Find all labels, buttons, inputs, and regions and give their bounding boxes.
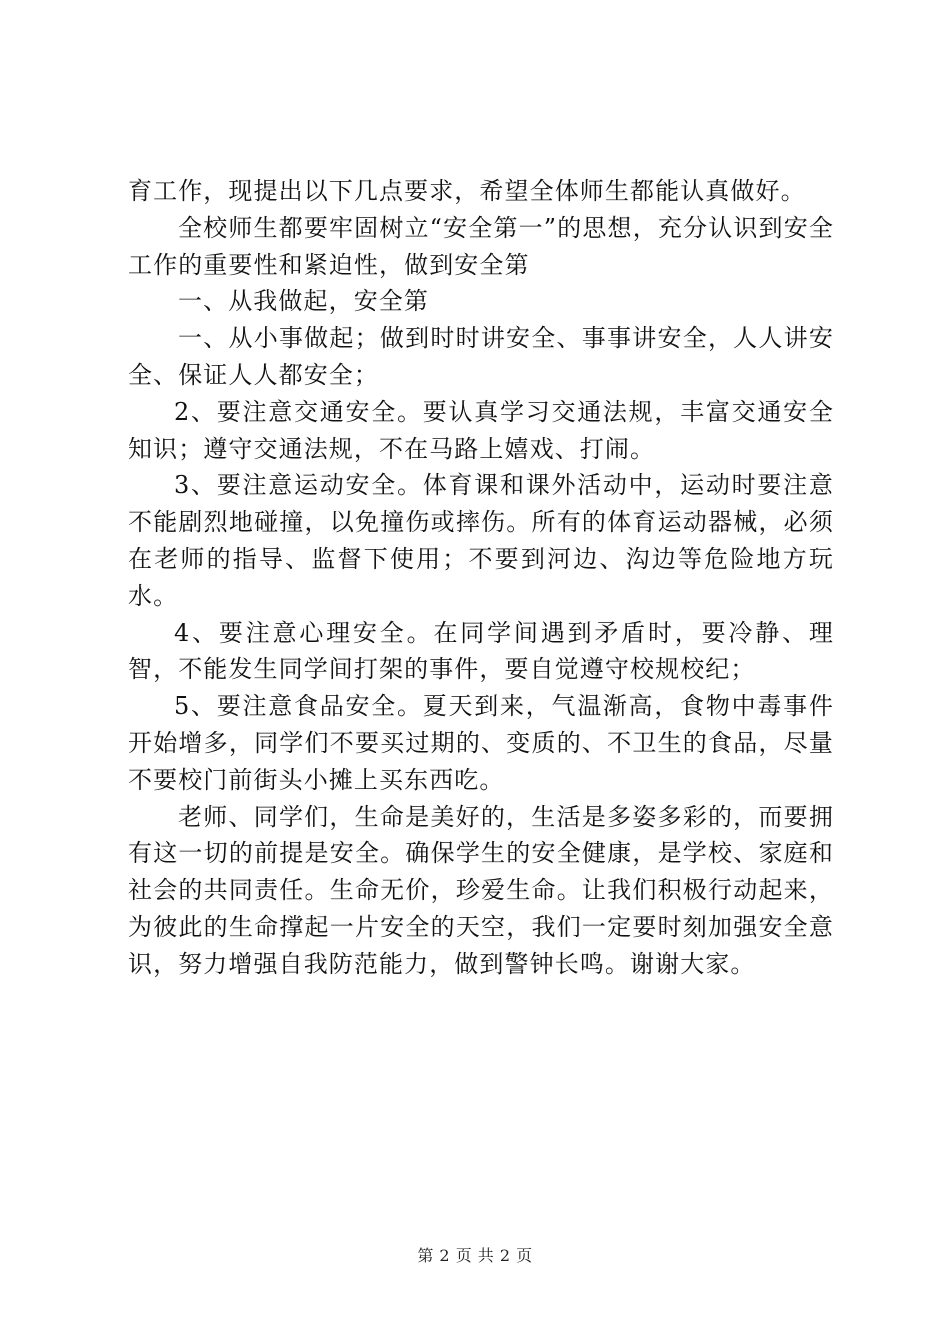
page-number-footer: 第 2 页 共 2 页 <box>417 1246 533 1265</box>
paragraph-1: 育工作，现提出以下几点要求，希望全体师生都能认真做好。 <box>128 177 806 205</box>
paragraph-5: 2、要注意交通安全。要认真学习交通法规，丰富交通安全知识；遵守交通法规，不在马路上嬉戏、打闹。 <box>128 397 834 463</box>
paragraph-3: 一、从我做起，安全第 <box>178 287 429 316</box>
paragraph-2: 全校师生都要牢固树立“安全第一”的思想，充分认识到安全工作的重要性和紧迫性，做到安全第 <box>128 213 834 279</box>
paragraph-9: 老师、同学们，生命是美好的，生活是多姿多彩的，而要拥有这一切的前提是安全。确保学生的安全健康，是学校、家庭和社会的共同责任。生命无价，珍爱生命。让我们积极行动起来，为彼此的生命撑起一片安全的天空，我们一定要时刻加强安全意识，努力增强自我防范能力，做到警钟长鸣。谢谢大家。 <box>128 802 834 978</box>
paragraph-8: 5、要注意食品安全。夏天到来，气温渐高，食物中毒事件开始增多，同学们不要买过期的、变质的、不卫生的食品，尽量不要校门前街头小摊上买东西吃。 <box>128 692 834 794</box>
document-body <box>128 173 834 983</box>
paragraph-4: 一、从小事做起；做到时时讲安全、事事讲安全，人人讲安全、保证人人都安全； <box>128 324 834 389</box>
paragraph-7: 4、要注意心理安全。在同学间遇到矛盾时，要冷静、理智，不能发生同学间打架的事件，要自觉遵守校规校纪； <box>128 618 834 684</box>
paragraph-6: 3、要注意运动安全。体育课和课外活动中，运动时要注意不能剧烈地碰撞，以免撞伤或摔伤。所有的体育运动器械，必须在老师的指导、监督下使用；不要到河边、沟边等危险地方玩水。 <box>128 471 834 610</box>
